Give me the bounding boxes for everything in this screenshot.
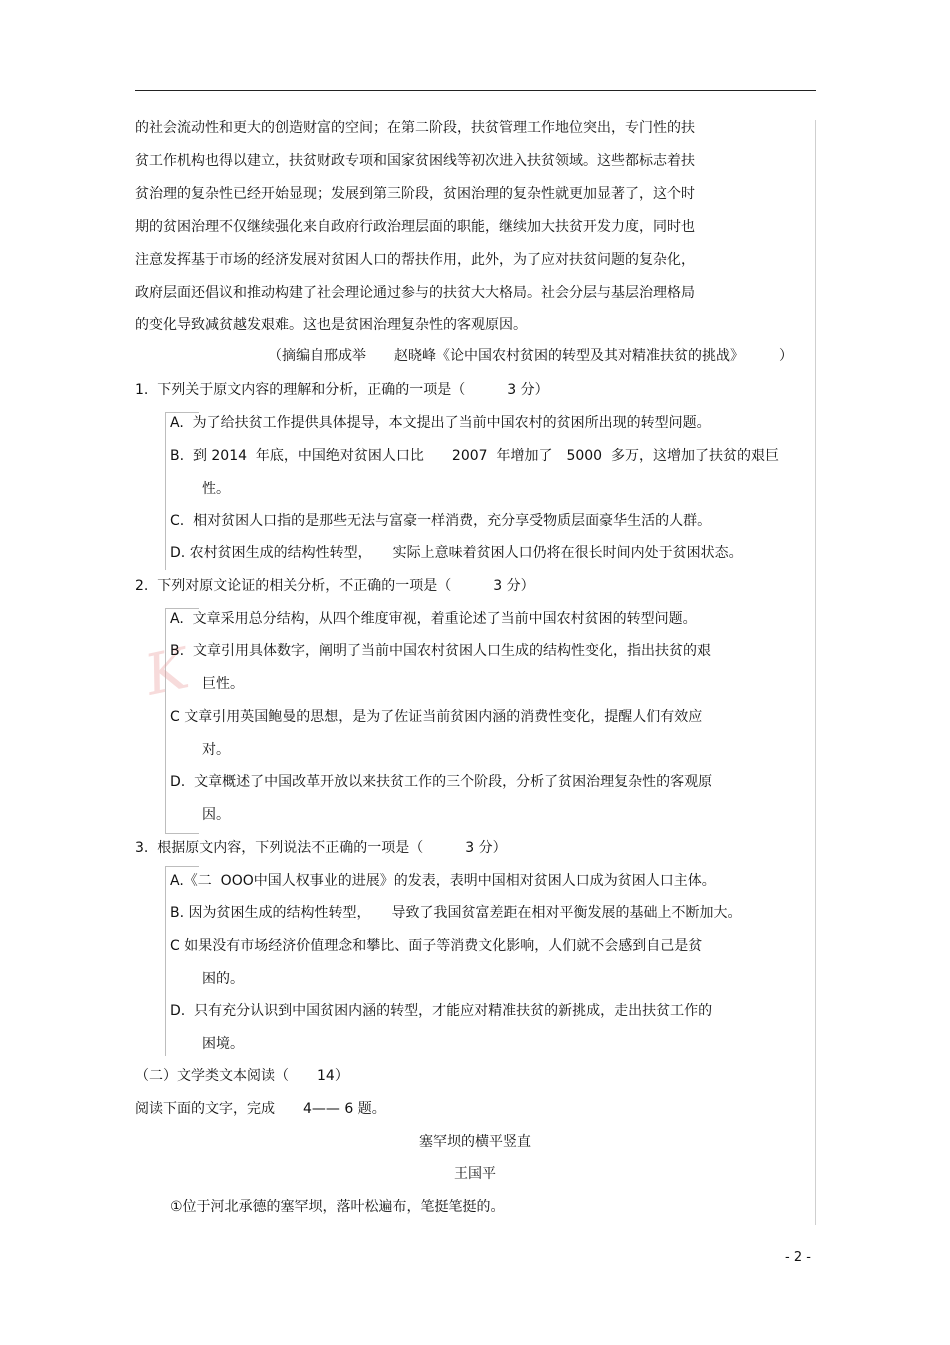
option-b-continued: 巨性。 — [202, 676, 244, 692]
option-b: B. 文章引用具体数字，阐明了当前中国农村贫困人口生成的结构性变化，指出扶贫的艰 — [170, 643, 711, 659]
story-title: 塞罕坝的横平竖直 — [419, 1134, 531, 1150]
story-author: 王国平 — [454, 1166, 496, 1182]
option-d-continued: 困境。 — [202, 1036, 244, 1052]
question-stem: 1. 下列关于原文内容的理解和分析，正确的一项是（ 3 分） — [135, 382, 549, 398]
right-border — [815, 120, 816, 1225]
header-rule — [135, 90, 816, 91]
body-line: 注意发挥基于市场的经济发展对贫困人口的帮扶作用，此外，为了应对扶贫问题的复杂化， — [135, 252, 695, 268]
watermark: K — [139, 636, 195, 709]
body-line: 贫治理的复杂性已经开始显现；发展到第三阶段，贫困治理的复杂性就更加显著了，这个时 — [135, 186, 695, 202]
question-1-bracket — [165, 412, 166, 570]
option-a: A. 文章采用总分结构，从四个维度审视，着重论述了当前中国农村贫困的转型问题。 — [170, 611, 697, 627]
option-b: B. 因为贫困生成的结构性转型， 导致了我国贫富差距在相对平衡发展的基础上不断加大。 — [170, 905, 742, 921]
option-c: C. 相对贫困人口指的是那些无法与富豪一样消费，充分享受物质层面豪华生活的人群。 — [170, 513, 712, 529]
option-c-continued: 困的。 — [202, 971, 244, 987]
question-stem: 2. 下列对原文论证的相关分析，不正确的一项是（ 3 分） — [135, 578, 535, 594]
option-a: A.《二 OOO中国人权事业的进展》的发表，表明中国相对贫困人口成为贫困人口主体。 — [170, 873, 716, 889]
section-title: （二）文学类文本阅读（ 14） — [135, 1068, 349, 1084]
body-line: 贫工作机构也得以建立，扶贫财政专项和国家贫困线等初次进入扶贫领域。这些都标志着扶 — [135, 153, 695, 169]
body-line: 的变化导致减贫越发艰难。这也是贫困治理复杂性的客观原因。 — [135, 317, 527, 333]
option-c: C 如果没有市场经济价值理念和攀比、面子等消费文化影响，人们就不会感到自己是贫 — [170, 938, 703, 954]
story-paragraph: ①位于河北承德的塞罕坝，落叶松遍布，笔挺笔挺的。 — [170, 1199, 505, 1215]
option-d-continued: 因。 — [202, 807, 230, 823]
body-line: 期的贫困治理不仅继续强化来自政府行政治理层面的职能，继续加大扶贫开发力度，同时也 — [135, 219, 695, 235]
question-3-bracket — [165, 866, 166, 1056]
citation: （摘编自邢成举 赵晓峰《论中国农村贫困的转型及其对精准扶贫的挑战》 ） — [268, 348, 793, 364]
option-c: C 文章引用英国鲍曼的思想，是为了佐证当前贫困内涵的消费性变化，提醒人们有效应 — [170, 709, 703, 725]
option-b: B. 到 2014 年底，中国绝对贫困人口比 2007 年增加了 5000 多万，这增加了扶贫的艰巨 — [170, 448, 779, 464]
body-line: 政府层面还倡议和推动构建了社会理论通过参与的扶贫大大格局。社会分层与基层治理格局 — [135, 285, 695, 301]
page-number: - 2 - — [785, 1250, 811, 1265]
option-d: D. 农村贫困生成的结构性转型， 实际上意味着贫困人口仍将在很长时间内处于贫困状态。 — [170, 545, 743, 561]
body-line: 的社会流动性和更大的创造财富的空间；在第二阶段，扶贫管理工作地位突出，专门性的扶 — [135, 120, 695, 136]
option-d: D. 文章概述了中国改革开放以来扶贫工作的三个阶段，分析了贫困治理复杂性的客观原 — [170, 774, 713, 790]
question-stem: 3. 根据原文内容，下列说法不正确的一项是（ 3 分） — [135, 840, 507, 856]
reading-instruction: 阅读下面的文字，完成 4—— 6 题。 — [135, 1101, 386, 1117]
option-b-continued: 性。 — [202, 481, 230, 497]
option-c-continued: 对。 — [202, 742, 230, 758]
option-d: D. 只有充分认识到中国贫困内涵的转型，才能应对精准扶贫的新挑成，走出扶贫工作的 — [170, 1003, 713, 1019]
option-a: A. 为了给扶贫工作提供具体提导，本文提出了当前中国农村的贫困所出现的转型问题。 — [170, 415, 711, 431]
